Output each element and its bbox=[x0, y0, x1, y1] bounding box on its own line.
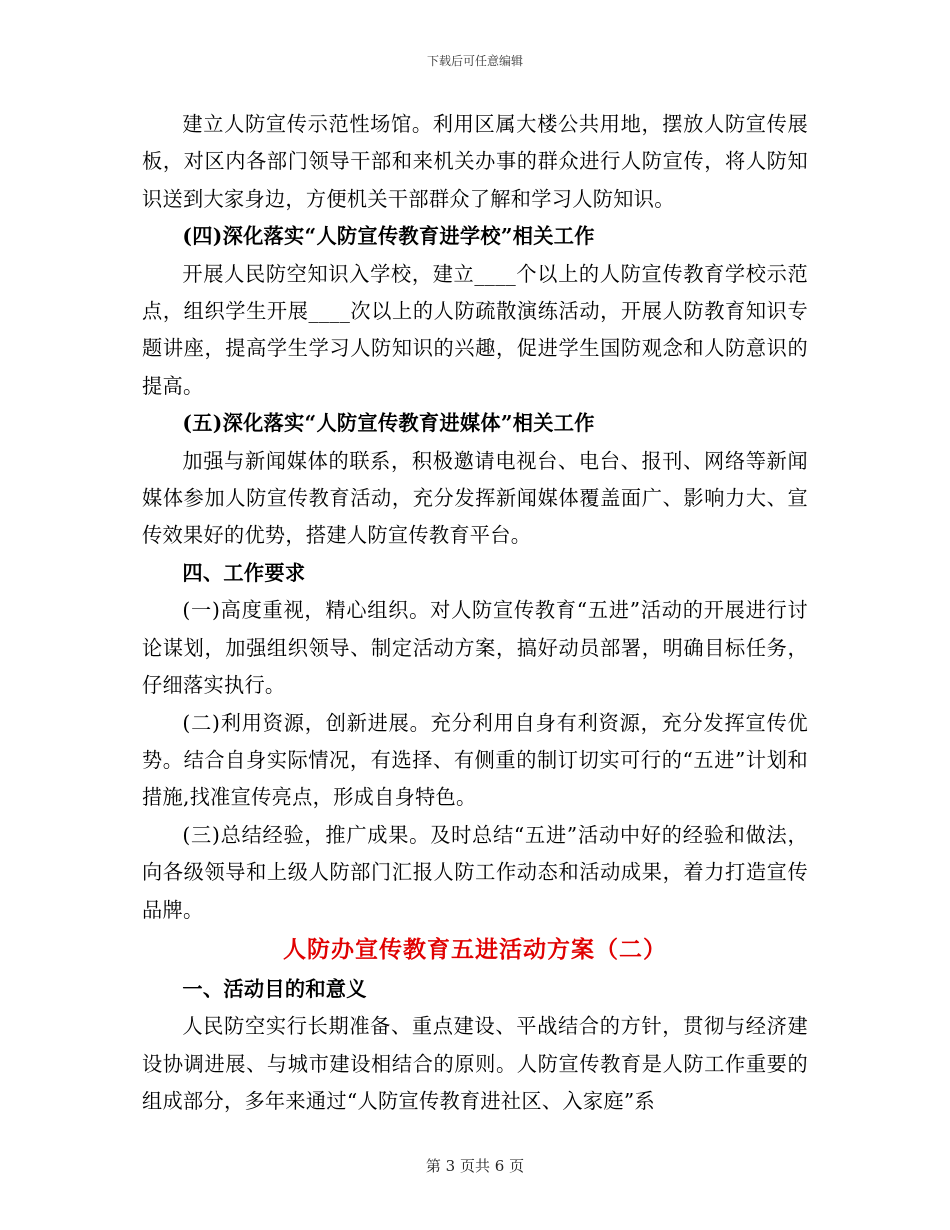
document-body bbox=[142, 106, 808, 1121]
paragraph-requirement-3: (三)总结经验，推广成果。及时总结“五进”活动中好的经验和做法，向各级领导和上级人防部门汇报人防工作动态和活动成果，着力打造宣传品牌。 bbox=[142, 822, 808, 922]
section-heading-requirements: 四、工作要求 bbox=[182, 560, 306, 585]
paragraph-school: 开展人民防空知识入学校，建立____个以上的人防宣传教育学校示范点，组织学生开展____次以上的人防疏散演练活动，开展人防教育知识专题讲座，提高学生学习人防知识的兴趣，促进学生国防观念和人防意识的提高。 bbox=[142, 261, 808, 398]
paragraph-media: 加强与新闻媒体的联系，积极邀请电视台、电台、报刊、网络等新闻媒体参加人防宣传教育活动，充分发挥新闻媒体覆盖面广、影响力大、宣传效果好的优势，搭建人防宣传教育平台。 bbox=[142, 448, 808, 548]
document-title-part-two: 人防办宣传教育五进活动方案（二） bbox=[283, 935, 667, 963]
paragraph-requirement-2: (二)利用资源，创新进展。充分利用自身有利资源，充分发挥宣传优势。结合自身实际情况，有选择、有侧重的制订切实可行的“五进”计划和措施,找准宣传亮点，形成自身特色。 bbox=[142, 710, 808, 810]
section-heading-school: (四)深化落实“人防宣传教育进学校”相关工作 bbox=[182, 224, 595, 249]
paragraph-exhibition-hall: 建立人防宣传示范性场馆。利用区属大楼公共用地，摆放人防宣传展板，对区内各部门领导干部和来机关办事的群众进行人防宣传，将人防知识送到大家身边，方便机关干部群众了解和学习人防知识。 bbox=[142, 112, 808, 211]
section-heading-purpose: 一、活动目的和意义 bbox=[182, 976, 367, 1001]
page-number: 第 3 页共 6 页 bbox=[425, 1157, 525, 1175]
paragraph-purpose: 人民防空实行长期准备、重点建设、平战结合的方针，贯彻与经济建设协调进展、与城市建设相结合的原则。人防宣传教育是人防工作重要的组成部分，多年来通过“人防宣传教育进社区、入家庭”系 bbox=[142, 1014, 808, 1114]
section-heading-media: (五)深化落实“人防宣传教育进媒体”相关工作 bbox=[182, 411, 595, 436]
page-header-note: 下载后可任意编辑 bbox=[426, 54, 523, 68]
paragraph-requirement-1: (一)高度重视，精心组织。对人防宣传教育“五进”活动的开展进行讨论谋划，加强组织领导、制定活动方案，搞好动员部署，明确目标任务，仔细落实执行。 bbox=[142, 598, 808, 698]
